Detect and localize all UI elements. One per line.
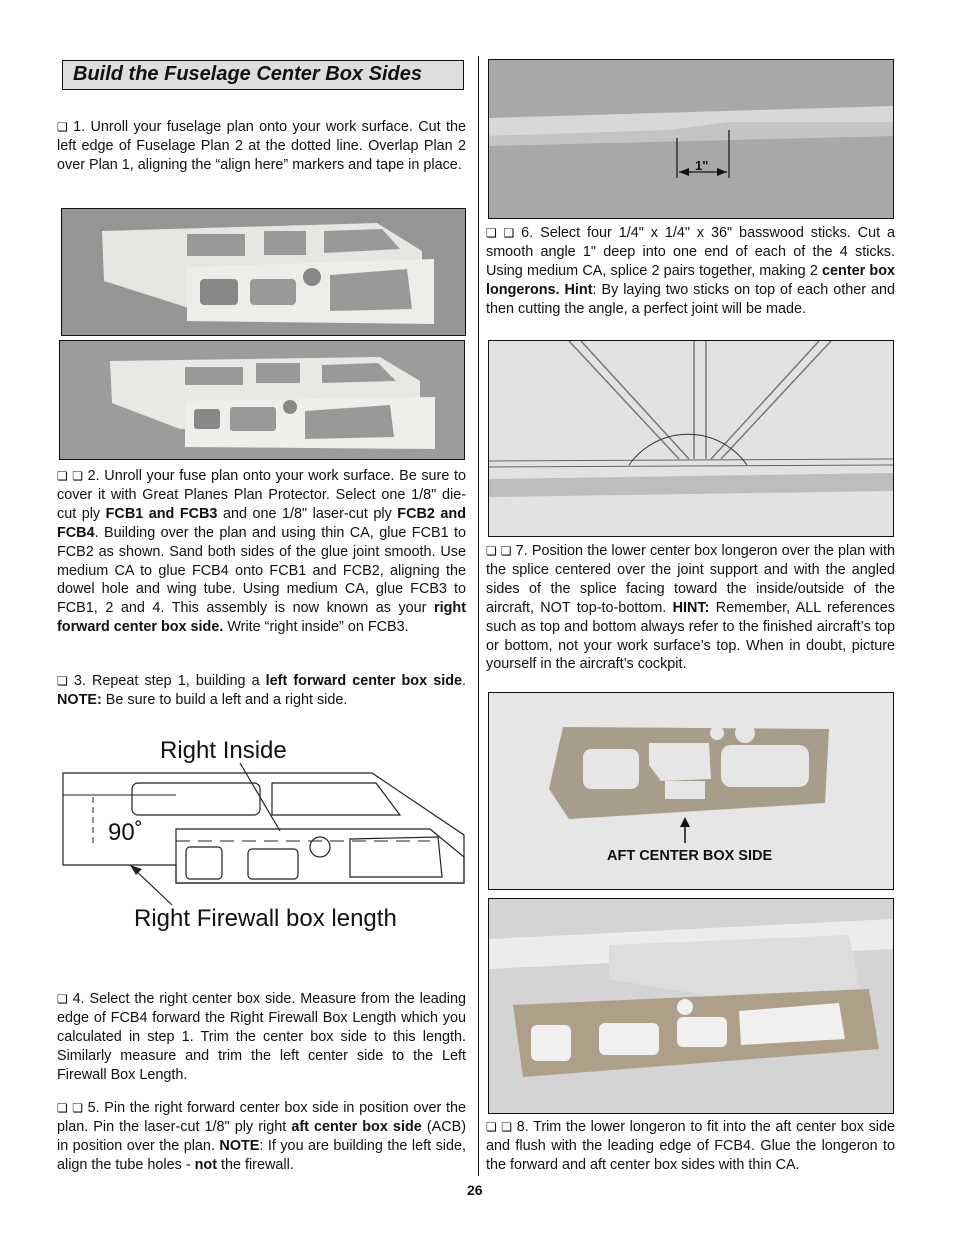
step-7: ❏ ❏ 7. Position the lower center box longeron over the plan with the splice centered over the joint support and with the angled sides of the splice facing toward the inside/outside of the aircraft, NOT top-to-bottom. HINT: Remember, ALL references such as top and bottom always refer to the finished aircraft’s top or bottom, not your work surface’s top. When in doubt, picture yourself in the aircraft’s cockpit. (486, 543, 895, 673)
step-4: ❏ 4. Select the right center box side. Measure from the leading edge of FCB4 forward the Right Firewall Box Length which you calculated in step 1. Trim the center box side to this length. Similarly measure and trim the left center side to the Left Firewall Box Length. (57, 991, 466, 1083)
step-1 (57, 118, 466, 175)
photo-fuselage-plan-1 (61, 208, 466, 336)
step-8: ❏ ❏ 8. Trim the lower longeron to fit into the aft center box side and flush with the leading edge of FCB4. Glue the longeron to the forward and aft center box sides with thin CA. (486, 1119, 895, 1173)
step-3: ❏ 3. Repeat step 1, building a left forward center box side. NOTE: Be sure to build a left and a right side. (57, 673, 466, 708)
step-1-text: 1. Unroll your fuselage plan onto your work surface. Cut the left edge of Fuselage Plan 2 at the dotted line. Overlap Plan 2 over Plan 1, aligning the “align here” markers and tape in place. (57, 119, 466, 173)
diagram-label-angle: 90˚ (108, 819, 143, 846)
checkbox-icon[interactable]: ❏ (57, 674, 68, 688)
step-6: ❏ ❏ 6. Select four 1/4" x 1/4" x 36" basswood sticks. Cut a smooth angle 1" deep into one end of each of the 4 sticks. Using medium CA, splice 2 pairs together, making 2 center box longerons. Hint: By laying two sticks on top of each other and then cutting the angle, a perfect joint will be made. (486, 225, 895, 317)
photo-splice-cut (488, 59, 894, 219)
diagram-label-right-inside: Right Inside (160, 737, 287, 764)
page-number: 26 (467, 1182, 483, 1198)
column-divider (478, 56, 479, 1176)
checkbox-icon[interactable]: ❏ (57, 992, 68, 1006)
page-title: Build the Fuselage Center Box Sides (73, 63, 422, 85)
photo-aft-center-box-side (488, 692, 894, 890)
photo-label-1-inch: 1" (695, 158, 709, 173)
checkbox-icon[interactable]: ❏ ❏ (57, 1101, 83, 1115)
checkbox-icon[interactable]: ❏ ❏ (486, 1120, 512, 1134)
photo-fuselage-plan-2 (59, 340, 465, 460)
step-5: ❏ ❏ 5. Pin the right forward center box side in position over the plan. Pin the laser-cut 1/8" ply right aft center box side (ACB) in position over the plan. NOTE: If you are building the left side, align the tube holes - not the firewall. (57, 1100, 466, 1173)
photo-assembled-center-box (488, 898, 894, 1114)
checkbox-icon[interactable]: ❏ (57, 120, 68, 134)
diagram-label-firewall-length: Right Firewall box length (134, 905, 397, 932)
right-inside-diagram (60, 735, 466, 935)
checkbox-icon[interactable]: ❏ ❏ (57, 469, 83, 483)
checkbox-icon[interactable]: ❏ ❏ (486, 544, 512, 558)
step-2: ❏ ❏ 2. Unroll your fuse plan onto your work surface. Be sure to cover it with Great Planes Plan Protector. Select one 1/8" die-cut ply FCB1 and FCB3 and one 1/8" laser-cut ply FCB2 and FCB4. Building over the plan and using thin CA, glue FCB1 to FCB2 as shown. Sand both sides of the glue joint smooth. Use medium CA to glue FCB4 onto FCB1 and FCB2, aligning the dowel hole and wing tube. Using medium CA, glue FCB3 to FCB1, 2 and 4. This assembly is now known as your right forward center box side. Write “right inside” on FCB3. (57, 468, 467, 636)
checkbox-icon[interactable]: ❏ ❏ (486, 226, 515, 240)
photo-label-aft-center-box-side: AFT CENTER BOX SIDE (607, 848, 773, 864)
photo-longeron-joint (488, 340, 894, 537)
section-title-box (62, 60, 464, 90)
